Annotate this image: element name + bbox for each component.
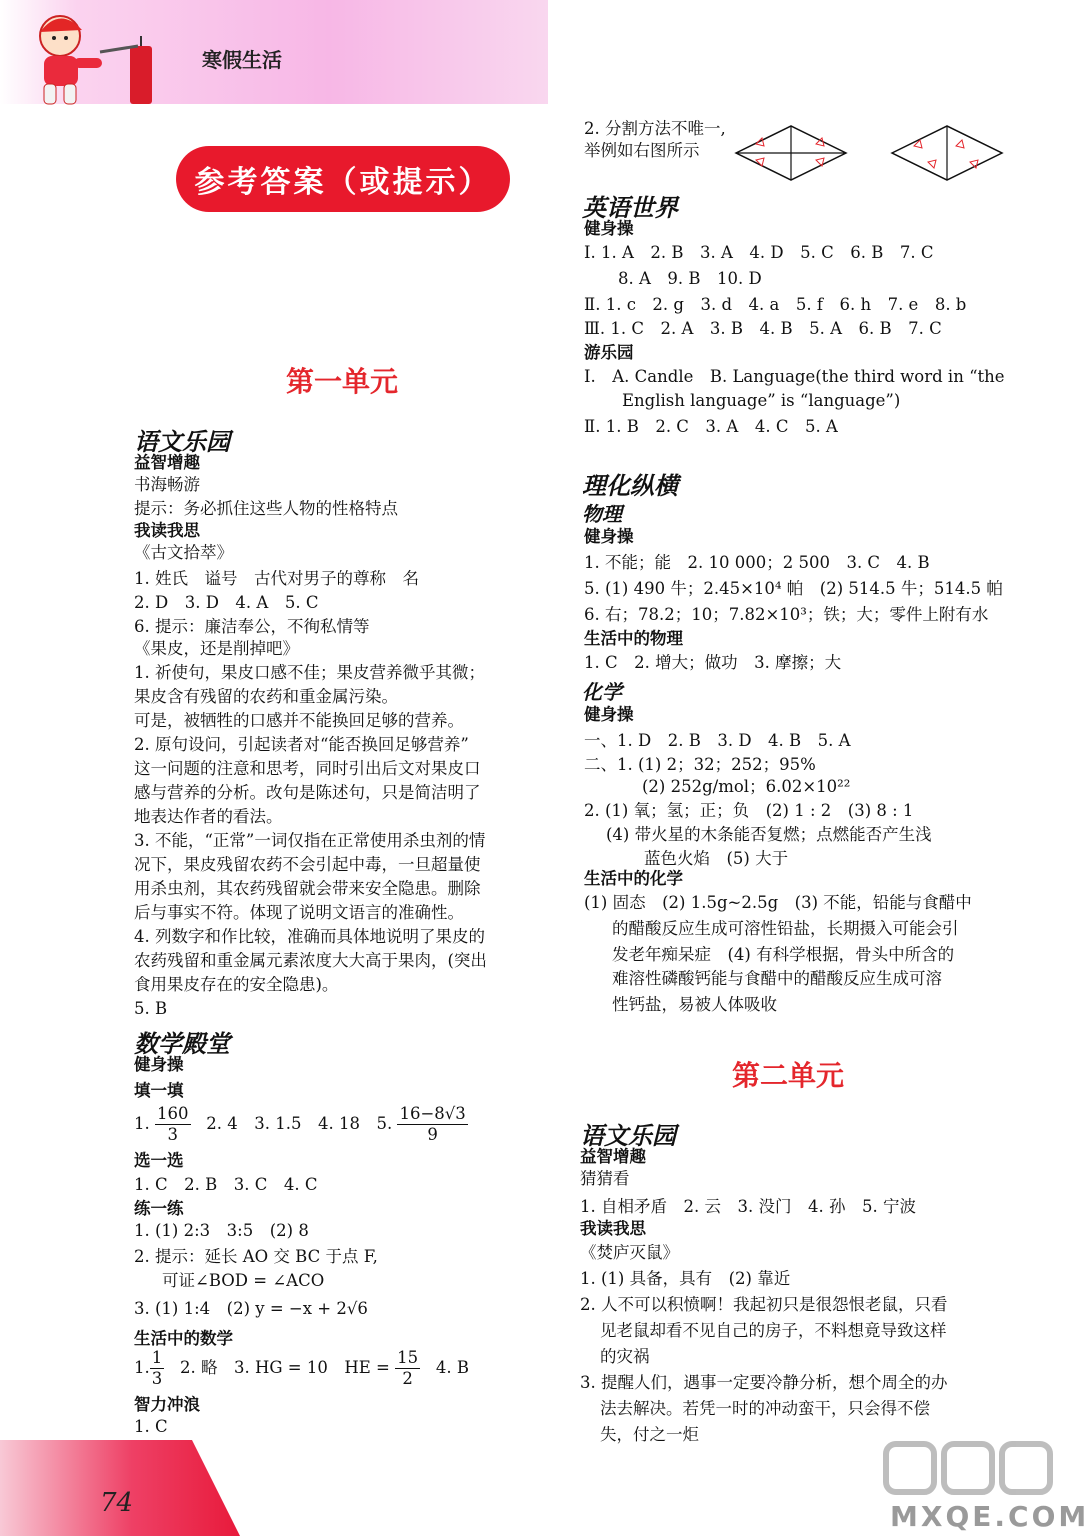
answer-line: 书海畅游 — [134, 475, 200, 494]
answer-line: 举例如右图所示 — [584, 141, 700, 160]
subsection-title-wuli: 物理 — [582, 502, 622, 526]
subsection-label: 游乐园 — [584, 343, 634, 362]
answer-line: 4. 列数字和作比较，准确而具体地说明了果皮的 — [134, 927, 485, 946]
fraction: $\frac{1}{3}$ — [151, 1348, 163, 1388]
subsection-label: 益智增趣 — [134, 453, 200, 472]
answer-line: 农药残留和重金属元素浓度大大高于果肉，(突出 — [134, 951, 487, 970]
answer-line: 的醋酸反应生成可溶性铅盐，长期摄入可能会引 — [612, 919, 959, 938]
subsection-label: 健身操 — [584, 219, 634, 238]
answer-line: English language” is “language”) — [622, 391, 901, 410]
subsection-label: 益智增趣 — [580, 1147, 646, 1166]
watermark-text: MXQE.COM — [890, 1500, 1089, 1533]
answer-line: 感与营养的分析。改句是陈述句，只是简洁明了 — [134, 783, 481, 802]
answer-line: 1. C 2. 增大；做功 3. 摩擦；大 — [584, 653, 842, 672]
answer-text: 4. B — [435, 1358, 469, 1377]
answer-line: 可是，被牺牲的口感并不能换回足够的营养。 — [134, 711, 464, 730]
answer-line: 8. A 9. B 10. D — [618, 269, 762, 288]
item-number: 1. — [134, 1358, 150, 1377]
answer-line: 2. 提示：延长 AO 交 BC 于点 F, — [134, 1247, 378, 1266]
answer-line: Ⅰ. 1. A 2. B 3. A 4. D 5. C 6. B 7. C — [584, 243, 934, 262]
section-title-lihua: 理化纵横 — [582, 472, 678, 500]
subsection-label: 我读我思 — [580, 1219, 646, 1238]
answer-line: 5. B — [134, 999, 168, 1018]
answer-line: 1. 自相矛盾 2. 云 3. 没门 4. 孙 5. 宁波 — [580, 1197, 916, 1216]
answer-line: 3. 不能，“正常”一词仅指在正常使用杀虫剂的情 — [134, 831, 486, 850]
item-number: 1. — [134, 1114, 150, 1133]
answer-line: 2. 分割方法不唯一, — [584, 119, 726, 138]
section-title-yingyu: 英语世界 — [582, 194, 678, 222]
section-title-yuwen: 语文乐园 — [134, 428, 230, 456]
answer-line: 发老年痴呆症 (4) 有科学根据，骨头中所含的 — [612, 945, 955, 964]
answer-line: 6. 右；78.2；10；7.82×10³；铁；大；零件上附有水 — [584, 605, 989, 624]
answer-line: 2. 人不可以积愤啊！我起初只是很怨恨老鼠，只看 — [580, 1295, 948, 1314]
answer-line: 1. 不能；能 2. 10 000；2 500 3. C 4. B — [584, 553, 930, 572]
answer-text: 2. 略 3. HG = 10 HE = — [180, 1358, 390, 1377]
answer-line: 5. (1) 490 牛；2.45×10⁴ 帕 (2) 514.5 牛；514.5 帕 — [584, 579, 1003, 598]
answer-line: 《果皮，还是削掉吧》 — [134, 639, 299, 658]
answer-line: 2. (1) 氧；氢；正；负 (2) 1 : 2 (3) 8 : 1 — [584, 801, 914, 820]
answer-line: 1. (1) 2:3 3:5 (2) 8 — [134, 1221, 309, 1240]
answer-line: 法去解决。若凭一时的冲动蛮干，只会得不偿 — [600, 1399, 930, 1418]
answer-line: 难溶性磷酸钙能与食醋中的醋酸反应生成可溶 — [612, 969, 942, 988]
answer-line: 《古文拾萃》 — [134, 543, 233, 562]
answer-line: Ⅰ. A. Candle B. Language(the third word in “the — [584, 367, 1005, 386]
answer-line: 的灾祸 — [600, 1347, 650, 1366]
answer-line: 用杀虫剂，其农药残留就会带来安全隐患。删除 — [134, 879, 481, 898]
answer-line: 1. 姓氏 谥号 古代对男子的尊称 名 — [134, 569, 419, 588]
answer-line: (2) 252g/mol；6.02×10²² — [642, 777, 851, 796]
answer-banner: 参考答案（或提示） — [176, 146, 510, 212]
section-title-shuxue: 数学殿堂 — [134, 1030, 230, 1058]
subsection-label: 健身操 — [134, 1055, 184, 1074]
answer-line: 3. 提醒人们，遇事一定要冷静分析，想个周全的办 — [580, 1373, 948, 1392]
answer-line: 地表达作者的看法。 — [134, 807, 283, 826]
answer-line: 1. C 2. B 3. C 4. C — [134, 1175, 318, 1194]
answer-line: 失，付之一炬 — [600, 1425, 699, 1444]
answer-line: 1. C — [134, 1417, 168, 1436]
subsection-label: 生活中的化学 — [584, 869, 683, 888]
answer-line: 6. 提示：廉洁奉公，不徇私情等 — [134, 617, 370, 636]
answer-line: Ⅱ. 1. c 2. g 3. d 4. a 5. f 6. h 7. e 8. b — [584, 295, 967, 314]
answer-line: 1. (1) 具备，具有 (2) 靠近 — [580, 1269, 791, 1288]
answer-line: 二、1. (1) 2；32；252；95% — [584, 755, 816, 774]
answer-line: 后与事实不符。体现了说明文语言的准确性。 — [134, 903, 464, 922]
answer-line: 3. (1) 1:4 (2) y = −x + 2√6 — [134, 1299, 368, 1318]
fraction: $\frac{16-8√3}{9}$ — [399, 1104, 466, 1144]
answer-line: 2. 原句设问，引起读者对“能否换回足够营养” — [134, 735, 469, 754]
answer-line: (1) 固态 (2) 1.5g~2.5g (3) 不能，铅能与食醋中 — [584, 893, 972, 912]
answer-line: 况下，果皮残留农药不会引起中毒，一旦超量使 — [134, 855, 481, 874]
answer-text: 2. 4 3. 1.5 4. 18 5. — [206, 1114, 393, 1133]
subsection-title-huaxue: 化学 — [582, 680, 622, 704]
answer-line: Ⅲ. 1. C 2. A 3. B 4. B 5. A 6. B 7. C — [584, 319, 942, 338]
answer-line: (4) 带火星的木条能否复燃；点燃能否产生浅 — [606, 825, 932, 844]
math-life-answers — [134, 1346, 469, 1390]
rhombus-division-figure-2 — [890, 124, 1004, 182]
rhombus-division-figure-1 — [734, 124, 848, 182]
subsection-label: 智力冲浪 — [134, 1395, 200, 1414]
subsection-label: 生活中的物理 — [584, 629, 683, 648]
answer-line: 2. D 3. D 4. A 5. C — [134, 593, 319, 612]
mascot-illustration — [20, 6, 162, 110]
answer-line: 见老鼠却看不见自己的房子，不料想竟导致这样 — [600, 1321, 947, 1340]
answer-line: 1. 祈使句，果皮口感不佳；果皮营养微乎其微； — [134, 663, 485, 682]
answer-line: 性钙盐，易被人体吸收 — [612, 995, 777, 1014]
answer-line: 蓝色火焰 (5) 大于 — [644, 849, 789, 868]
fraction: $\frac{160}{3}$ — [157, 1104, 189, 1144]
answer-line: 《焚庐灭鼠》 — [580, 1243, 679, 1262]
answer-line: 可证∠BOD = ∠ACO — [162, 1271, 325, 1290]
subsection-label: 填一填 — [134, 1081, 184, 1100]
book-title: 寒假生活 — [202, 48, 282, 72]
answer-line: 食用果皮存在的安全隐患)。 — [134, 975, 339, 994]
subsection-label: 我读我思 — [134, 521, 200, 540]
subsection-label: 练一练 — [134, 1199, 184, 1218]
subsection-label: 生活中的数学 — [134, 1329, 233, 1348]
page-number: 74 — [100, 1488, 134, 1518]
subsection-label: 健身操 — [584, 705, 634, 724]
answer-line: Ⅱ. 1. B 2. C 3. A 4. C 5. A — [584, 417, 838, 436]
answer-line: 一、1. D 2. B 3. D 4. B 5. A — [584, 731, 851, 750]
answer-line: 这一问题的注意和思考，同时引出后文对果皮口 — [134, 759, 481, 778]
answer-line: 提示：务必抓住这些人物的性格特点 — [134, 499, 398, 518]
subsection-label: 健身操 — [584, 527, 634, 546]
answer-line: 猜猜看 — [580, 1169, 630, 1188]
math-fill-answers — [134, 1102, 468, 1146]
fraction: $\frac{15}{2}$ — [397, 1348, 419, 1388]
subsection-label: 选一选 — [134, 1151, 184, 1170]
unit-title-2: 第二单元 — [732, 1059, 845, 1092]
answer-line: 果皮含有残留的农药和重金属污染。 — [134, 687, 398, 706]
unit-title-1: 第一单元 — [286, 365, 399, 398]
section-title-yuwen-2: 语文乐园 — [580, 1122, 676, 1150]
